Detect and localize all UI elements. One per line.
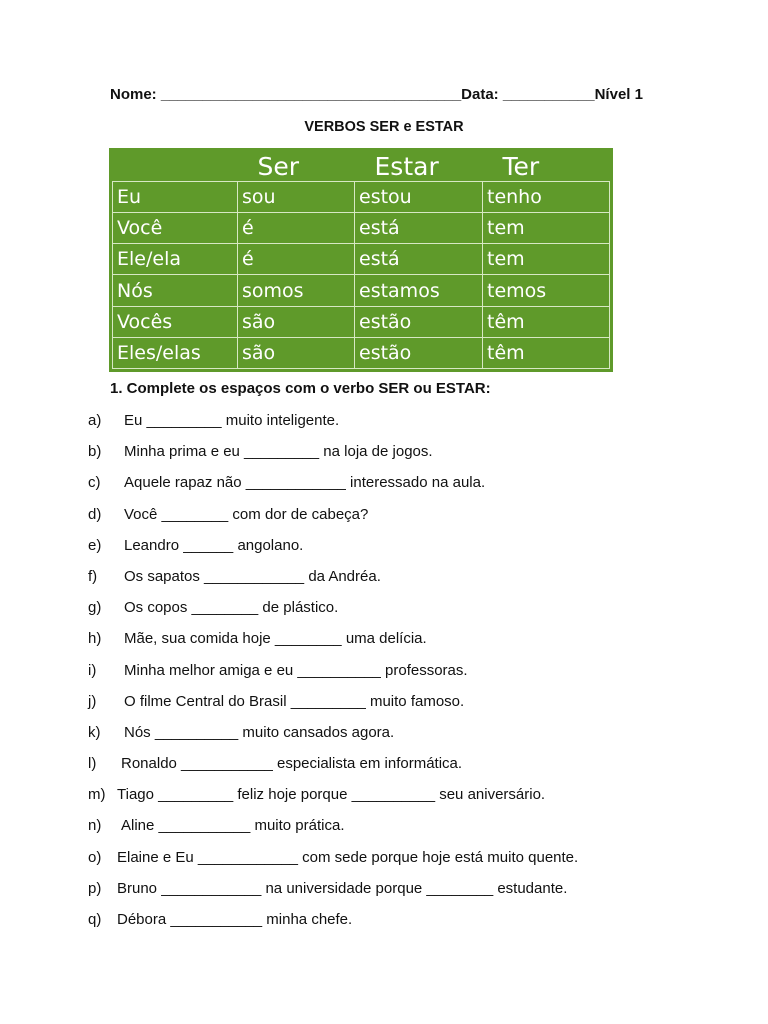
- table-row: [113, 337, 610, 368]
- cell-estar: estão: [355, 337, 483, 368]
- item-sentence: Minha prima e eu _________ na loja de jogos.: [124, 443, 433, 461]
- cell-ser: são: [238, 306, 355, 337]
- item-sentence: Nós __________ muito cansados agora.: [124, 723, 395, 741]
- item-letter: p): [88, 879, 102, 897]
- item-sentence: Mãe, sua comida hoje ________ uma delícia.: [124, 630, 427, 648]
- list-item: [88, 537, 728, 568]
- cell-pronoun: Eu: [113, 182, 238, 213]
- cell-pronoun: Eles/elas: [113, 337, 238, 368]
- item-letter: m): [88, 786, 106, 804]
- item-letter: d): [88, 505, 102, 523]
- item-letter: l): [88, 755, 97, 773]
- list-item: [88, 568, 728, 599]
- table-row: [113, 275, 610, 306]
- conjugation-chart: [109, 148, 613, 372]
- header-estar: Estar: [374, 151, 439, 181]
- list-item: [88, 693, 728, 724]
- conjugation-header-row: [113, 151, 610, 182]
- item-letter: g): [88, 599, 102, 617]
- cell-ser: é: [238, 213, 355, 244]
- list-item: [88, 911, 728, 942]
- item-letter: h): [88, 630, 102, 648]
- cell-ter: temos: [483, 275, 610, 306]
- item-sentence: Aquele rapaz não ____________ interessado na aula.: [124, 474, 486, 492]
- list-item: [88, 474, 728, 505]
- list-item: [88, 786, 728, 817]
- item-sentence: Bruno ____________ na universidade porque ________ estudante.: [117, 879, 568, 897]
- cell-pronoun: Você: [113, 213, 238, 244]
- table-row: [113, 182, 610, 213]
- item-letter: f): [88, 567, 98, 585]
- cell-estar: estamos: [355, 275, 483, 306]
- item-sentence: Os sapatos ____________ da Andréa.: [124, 567, 381, 585]
- list-item: [88, 506, 728, 537]
- list-item: [88, 630, 728, 661]
- list-item: [88, 755, 728, 786]
- item-sentence: Você ________ com dor de cabeça?: [124, 505, 369, 523]
- list-item: [88, 849, 728, 880]
- list-item: [88, 724, 728, 755]
- item-sentence: Aline ___________ muito prática.: [121, 817, 345, 835]
- item-letter: k): [88, 723, 101, 741]
- item-sentence: Elaine e Eu ____________ com sede porque hoje está muito quente.: [117, 848, 579, 866]
- item-sentence: Débora ___________ minha chefe.: [117, 911, 353, 928]
- cell-ser: é: [238, 244, 355, 275]
- cell-pronoun: Nós: [113, 275, 238, 306]
- item-letter: j): [88, 692, 97, 710]
- header-ser: Ser: [257, 151, 300, 181]
- cell-ser: sou: [238, 182, 355, 213]
- item-sentence: Eu _________ muito inteligente.: [124, 412, 340, 429]
- cell-estar: estão: [355, 306, 483, 337]
- item-sentence: O filme Central do Brasil _________ muito famoso.: [124, 692, 465, 710]
- exercise-list: [88, 412, 728, 942]
- cell-ter: tem: [483, 213, 610, 244]
- item-sentence: Leandro ______ angolano.: [124, 536, 304, 554]
- item-letter: n): [88, 817, 102, 835]
- item-sentence: Tiago _________ feliz hoje porque __________ seu aniversário.: [117, 786, 546, 804]
- item-sentence: Os copos ________ de plástico.: [124, 599, 339, 617]
- cell-ter: têm: [483, 306, 610, 337]
- name-date-level-line: Nome: ____________________________________Data: ___________Nível 1: [110, 86, 643, 103]
- header-ter: Ter: [502, 151, 540, 181]
- cell-pronoun: Ele/ela: [113, 244, 238, 275]
- list-item: [88, 880, 728, 911]
- item-letter: o): [88, 848, 102, 866]
- list-item: [88, 662, 728, 693]
- cell-ter: tenho: [483, 182, 610, 213]
- cell-estar: está: [355, 244, 483, 275]
- conjugation-table: [112, 151, 610, 369]
- table-row: [113, 213, 610, 244]
- item-sentence: Ronaldo ___________ especialista em informática.: [121, 755, 463, 773]
- header-pronoun: [113, 151, 238, 182]
- cell-estar: está: [355, 213, 483, 244]
- item-letter: e): [88, 536, 102, 554]
- item-letter: i): [88, 661, 97, 679]
- cell-ter: têm: [483, 337, 610, 368]
- list-item: [88, 443, 728, 474]
- cell-ter: tem: [483, 244, 610, 275]
- item-letter: q): [88, 911, 102, 928]
- cell-ser: somos: [238, 275, 355, 306]
- cell-ser: são: [238, 337, 355, 368]
- cell-pronoun: Vocês: [113, 306, 238, 337]
- list-item: [88, 412, 728, 443]
- table-row: [113, 244, 610, 275]
- item-letter: a): [88, 412, 102, 429]
- table-row: [113, 306, 610, 337]
- cell-estar: estou: [355, 182, 483, 213]
- list-item: [88, 817, 728, 848]
- exercise-instruction: 1. Complete os espaços com o verbo SER ou ESTAR:: [110, 380, 491, 397]
- item-letter: c): [88, 474, 101, 492]
- list-item: [88, 599, 728, 630]
- page-title: VERBOS SER e ESTAR: [304, 119, 464, 135]
- item-sentence: Minha melhor amiga e eu __________ professoras.: [124, 661, 468, 679]
- item-letter: b): [88, 443, 102, 461]
